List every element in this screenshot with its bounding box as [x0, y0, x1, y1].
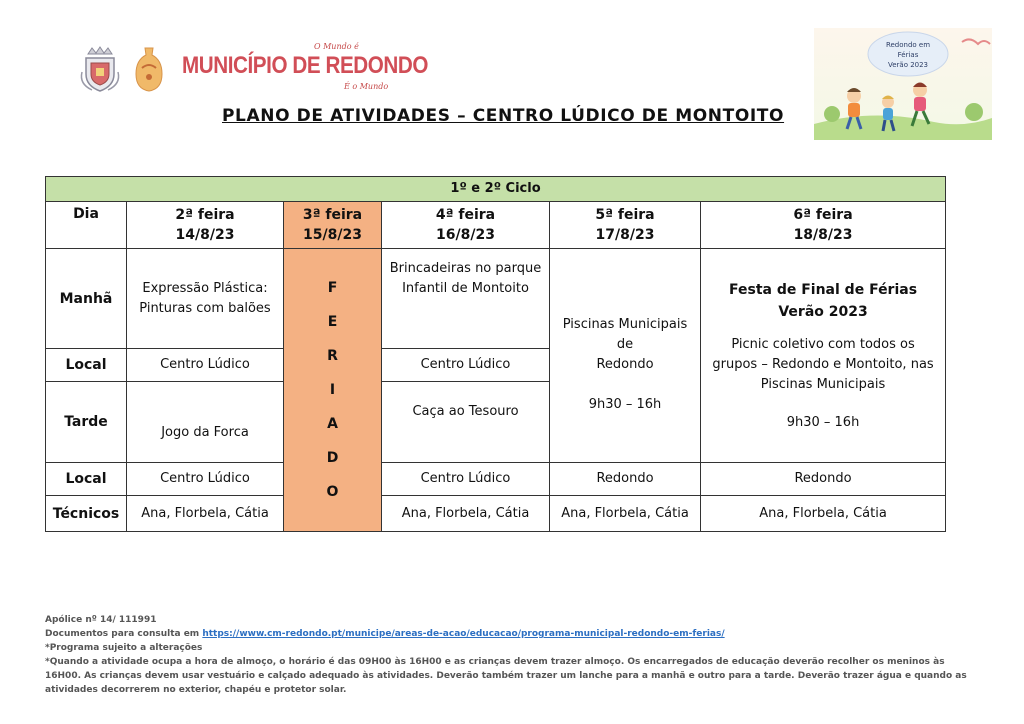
municipal-crest-icon	[78, 44, 122, 94]
cycle-header-row	[46, 177, 946, 202]
feriado-letter: I	[329, 382, 336, 398]
weekday: 3ª feira	[302, 207, 363, 223]
wednesday-morning-activity	[382, 249, 550, 349]
documents-prefix: Documentos para consulta em	[45, 629, 203, 639]
row-label-tarde: Tarde	[46, 382, 127, 463]
day-header-tuesday	[284, 202, 382, 249]
activity-line: de	[616, 336, 634, 352]
row-label-local: Local	[46, 349, 127, 382]
weekday: 6ª feira	[793, 207, 853, 223]
thursday-tecnicos: Ana, Florbela, Cátia	[550, 496, 701, 532]
friday-tecnicos: Ana, Florbela, Cátia	[701, 496, 946, 532]
festa-title: Festa de Final de Férias	[729, 281, 918, 298]
feriado-letter: E	[327, 314, 338, 330]
date: 14/8/23	[175, 227, 235, 243]
day-header-thursday	[550, 202, 701, 249]
feriado-letter: R	[327, 348, 338, 364]
insurance-policy: Apólice nº 14/ 111991	[45, 615, 157, 625]
date: 17/8/23	[595, 227, 655, 243]
date: 15/8/23	[303, 227, 362, 243]
wednesday-afternoon-activity: Caça ao Tesouro	[382, 382, 550, 463]
thursday-activity	[550, 249, 701, 463]
documents-link[interactable]: https://www.cm-redondo.pt/municipe/areas-de-acao/educacao/programa-municipal-redondo-em-ferias/	[202, 629, 725, 639]
monday-afternoon-local: Centro Lúdico	[127, 463, 284, 496]
feriado-label	[288, 271, 377, 509]
municipality-logo	[182, 42, 428, 96]
feriado-letter: D	[326, 450, 339, 466]
monday-afternoon-activity: Jogo da Forca	[127, 382, 284, 463]
summer-badge-text	[874, 40, 942, 70]
date: 16/8/23	[436, 227, 495, 243]
activity-line: Redondo	[596, 356, 654, 372]
monday-morning-local: Centro Lúdico	[127, 349, 284, 382]
summer-badge-line: Verão 2023	[887, 61, 929, 69]
monday-morning-activity	[127, 249, 284, 349]
clay-jar-icon	[132, 44, 166, 94]
feriado-letter: A	[327, 416, 338, 432]
friday-local: Redondo	[701, 463, 946, 496]
lunch-note: *Quando a atividade ocupa a hora de almoço, o horário é das 09H00 às 16H00 e as crianças devem trazer almoço. Os encarregados de educação deverão recolher os meninos às 16H00. As crianças devem usar vestuário e calçado adequado às atividades. Deverão também trazer um lanche para a manhã e outro para a tarde. Deverão trazer água e quando as atividades decorrerem no exterior, chapéu e protetor solar.	[45, 657, 967, 695]
tagline-bottom: É o Mundo	[344, 82, 389, 91]
day-header-wednesday	[382, 202, 550, 249]
activity-line: Infantil de Montoito	[402, 281, 529, 296]
feriado-letter: F	[327, 280, 338, 296]
page-title: PLANO DE ATIVIDADES – CENTRO LÚDICO DE MONTOITO	[222, 106, 785, 126]
program-note: *Programa sujeito a alterações	[45, 643, 203, 653]
monday-tecnicos: Ana, Florbela, Cátia	[127, 496, 284, 532]
activity-line: Brincadeiras no parque	[389, 261, 542, 276]
activity-line: Piscinas Municipais	[562, 316, 688, 332]
cycle-label: 1º e 2º Ciclo	[46, 177, 946, 202]
wednesday-afternoon-local: Centro Lúdico	[382, 463, 550, 496]
activity-line: Pinturas com balões	[139, 300, 271, 316]
wednesday-morning-local: Centro Lúdico	[382, 349, 550, 382]
municipality-name: MUNICÍPIO DE REDONDO	[182, 52, 428, 79]
feriado-cell	[284, 249, 382, 532]
weekday: 4ª feira	[435, 207, 496, 223]
table-row-local-tarde	[46, 463, 946, 496]
row-label-tecnicos: Técnicos	[46, 496, 127, 532]
weekday: 5ª feira	[595, 207, 655, 223]
summer-badge-line: Férias	[897, 51, 919, 59]
documents-line	[45, 627, 980, 641]
activity-line: Expressão Plástica:	[142, 280, 268, 296]
footer-notes	[45, 613, 980, 697]
row-label-local: Local	[46, 463, 127, 496]
days-header-row	[46, 202, 946, 249]
activity-time: 9h30 – 16h	[786, 414, 860, 430]
festa-title: Verão 2023	[778, 303, 868, 320]
weekday: 2ª feira	[175, 207, 235, 223]
activity-line: Piscinas Municipais	[760, 376, 886, 392]
dia-label: Dia	[46, 202, 127, 249]
activity-time: 9h30 – 16h	[588, 396, 662, 412]
activity-line: Picnic coletivo com todos os	[731, 336, 915, 352]
day-header-monday	[127, 202, 284, 249]
page-header	[0, 0, 1024, 150]
feriado-letter: O	[326, 484, 339, 500]
summer-badge-line: Redondo em	[885, 41, 931, 49]
activity-plan-table	[45, 176, 946, 532]
table-row-tecnicos	[46, 496, 946, 532]
thursday-local: Redondo	[550, 463, 701, 496]
row-label-manha: Manhã	[46, 249, 127, 349]
summer-badge	[814, 28, 992, 140]
table-row-manha	[46, 249, 946, 349]
activity-line: grupos – Redondo e Montoito, nas	[712, 356, 934, 372]
friday-activity	[701, 249, 946, 463]
day-header-friday	[701, 202, 946, 249]
wednesday-tecnicos: Ana, Florbela, Cátia	[382, 496, 550, 532]
date: 18/8/23	[793, 227, 853, 243]
tagline-top: O Mundo é	[314, 42, 359, 51]
